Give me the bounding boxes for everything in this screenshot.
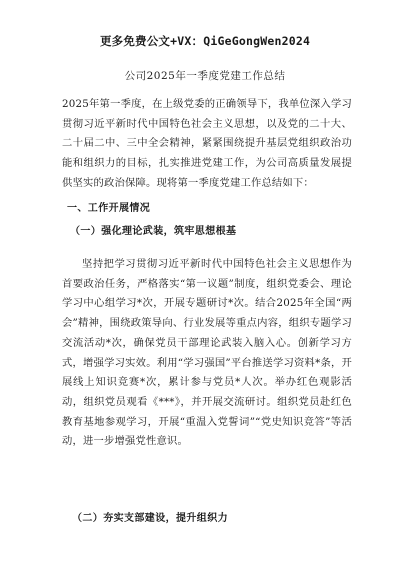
- watermark-header: 更多免费公文+VX：QiGeGongWen2024: [99, 34, 311, 48]
- subsection-paragraph-1-1: 坚持把学习贯彻习近平新时代中国特色社会主义思想作为首要政治任务，严格落实“第一议题”制度，组织党委会、理论学习中心组学习*次，开展专题研讨*次。结合2025年全国“两会”精神，围绕政策导向、行业发展等重点内容，组织专题学习交流活动*次，确保党员干部理论武装入脑入心。创新学习方式，增强学习实效。利用“学习强国”平台推送学习资料*条，开展线上知识竞赛*次，累计参与党员*人次。举办红色观影活动，组织党员观看《***》，并开展交流研讨。组织党员赴红色教育基地参观学习，开展“重温入党誓词”“党史知识竞答”等活动，进一步增强党性意识。: [62, 258, 352, 448]
- subsection-heading-1-1: （一）强化理论武装，筑牢思想根基: [70, 226, 237, 237]
- document-title: 公司2025年一季度党建工作总结: [124, 70, 286, 82]
- intro-paragraph: 2025年第一季度，在上级党委的正确领导下，我单位深入学习贯彻习近平新时代中国特色社会主义思想，以及党的二十大、二十届二中、三中全会精神，紧紧围绕提升基层党组织政治功能和组织力的目标，扎实推进党建工作，为公司高质量发展提供坚实的政治保障。现将第一季度党建工作总结如下：: [62, 98, 352, 189]
- subsection-heading-1-2: （二）夯实支部建设，提升组织力: [72, 513, 228, 524]
- section-heading-1: 一、工作开展情况: [67, 203, 151, 214]
